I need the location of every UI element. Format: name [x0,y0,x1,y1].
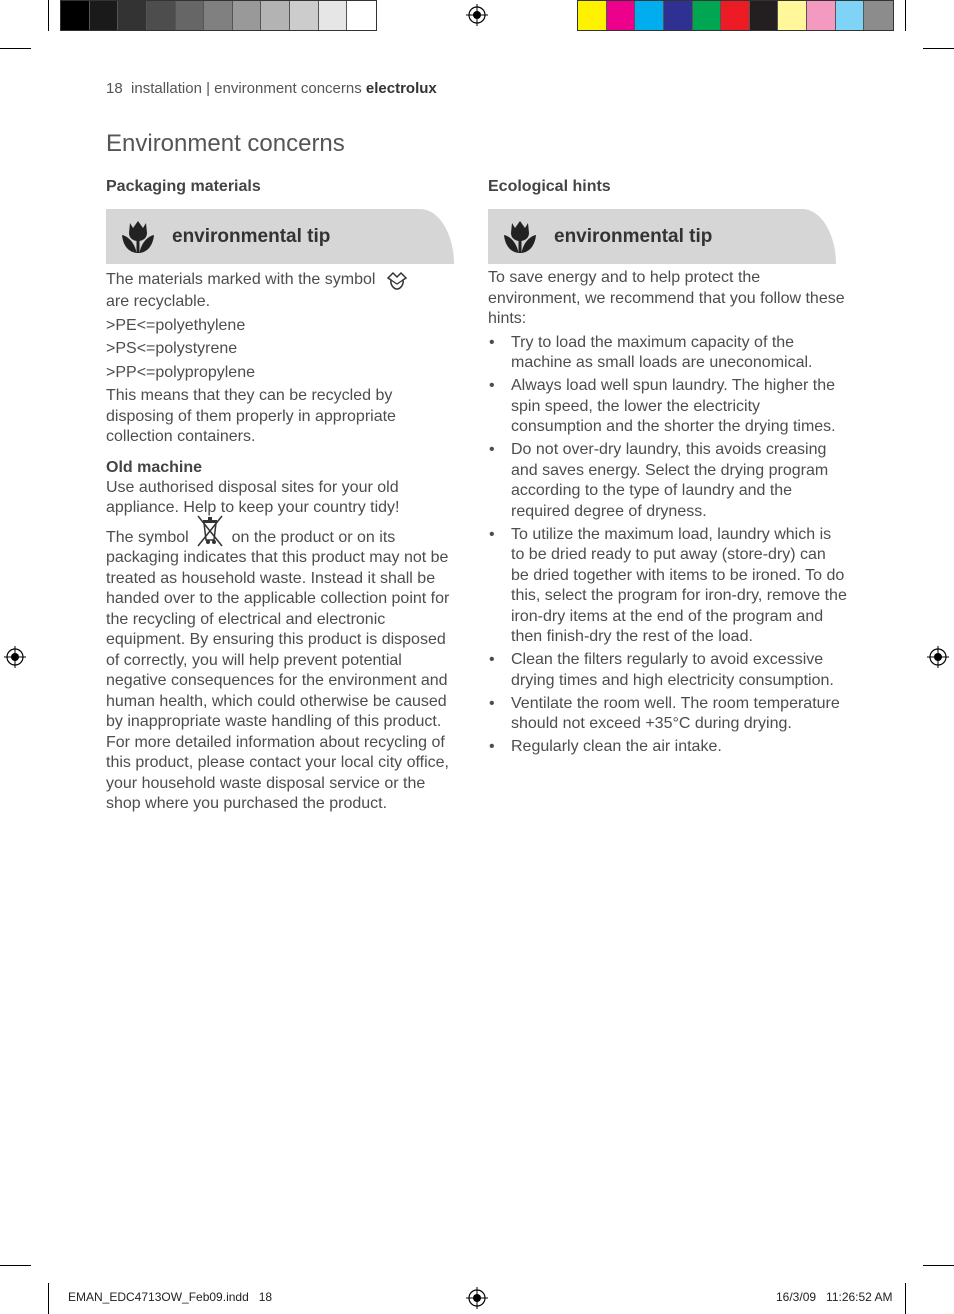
hint-item: • Clean the filters regularly to avoid excessive drying times and high electricity consumption. [488,650,848,691]
footer-file-name: EMAN_EDC4713OW_Feb09.indd 18 [68,1290,273,1304]
hint-item: • Regularly clean the air intake. [488,737,848,758]
crop-mark [0,1265,31,1266]
header-section: installation | environment concerns [131,80,362,97]
tulip-icon [500,217,540,257]
section-title-packaging: Packaging materials [106,178,261,195]
tulip-icon [118,217,158,257]
running-header [106,80,437,97]
environmental-tip-banner [488,209,836,264]
color-swatch [864,1,893,30]
footer-date: 16/3/09 11:26:52 AM [776,1290,893,1304]
crop-mark [923,48,954,49]
color-swatch [147,1,176,30]
color-swatch [261,1,290,30]
material-item: >PP<=polypropylene [106,363,255,381]
hints-intro: To save energy and to help protect the environment, we recommend that you follow these hints: [488,269,845,327]
color-swatch [290,1,319,30]
color-swatch [204,1,233,30]
weee-text-end: on the product or on its packaging indicates that this product may not be treated as household waste. Instead it shall be handed over to the applicable collection point for the recycling of electrical and electronic equipment. By ensuring this product is disposed of correctly, you will help prevent potential negative consequences for the environment and human health, which could otherwise be caused by inappropriate waste handling of this product. For more detailed information about recycling of this product, please contact your local city office, your household waste disposal service or the shop where you purchased the product. [106,528,450,813]
left-column [106,178,456,818]
color-swatch [233,1,262,30]
color-swatch [807,1,836,30]
material-item: >PS<=polystyrene [106,340,238,357]
crop-mark [905,0,906,31]
page-title: Environment concerns [106,130,345,157]
material-item: >PE<=polyethylene [106,316,246,334]
page-number: 18 [106,80,123,97]
color-swatch [607,1,636,30]
registration-mark-icon [4,646,26,668]
old-machine-title: Old machine [106,458,203,476]
recycle-text-end: are recyclable. [106,293,211,310]
color-swatch [118,1,147,30]
environmental-tip-banner [106,209,454,264]
registration-mark-icon [927,646,949,668]
color-swatch [319,1,348,30]
crop-mark [905,1283,906,1314]
hint-item: • To utilize the maximum load, laundry which is to be dried ready to put away (store-dry) can be dried together with items to be ironed. To do this, select the program for iron-dry, remove the iron-dry items at the end of the program and then finish-dry the rest of the load. [488,525,848,648]
right-column [488,178,848,760]
recycle-text-start: The materials marked with the symbol [106,271,376,289]
color-swatch [347,1,376,30]
color-swatch [750,1,779,30]
color-swatch [176,1,205,30]
recycle-text [106,268,456,313]
hint-item: • Always load well spun laundry. The higher the spin speed, the lower the electricity consumption and the shorter the drying times. [488,376,848,438]
weee-text [106,528,456,815]
recycle-symbol-icon [384,268,410,292]
crossed-bin-icon [193,514,227,548]
color-swatch [90,1,119,30]
color-swatch [693,1,722,30]
color-swatch [836,1,865,30]
hint-item: • Ventilate the room well. The room temperature should not exceed +35°C during drying. [488,694,848,735]
color-swatch [61,1,90,30]
hint-item: • Do not over-dry laundry, this avoids creasing and saves energy. Select the drying program according to the type of laundry and the required degree of dryness. [488,440,848,522]
brand-name: electrolux [365,80,437,97]
color-swatch [578,1,607,30]
color-swatch [778,1,807,30]
crop-mark [0,48,31,49]
recycle-note: This means that they can be recycled by disposing of them properly in appropriate collection containers. [106,387,396,445]
weee-text-start: The symbol [106,528,189,546]
hint-item: • Try to load the maximum capacity of the machine as small loads are uneconomical. [488,333,848,374]
crop-mark [923,1265,954,1266]
color-swatch [721,1,750,30]
gray-swatch-bar [60,0,377,31]
tip-label: environmental tip [172,225,331,247]
color-swatch-bar [577,0,894,31]
color-swatch [664,1,693,30]
old-machine-text: Use authorised disposal sites for your old appliance. Help to keep your country tidy! [106,478,400,516]
tip-label: environmental tip [554,225,713,247]
registration-mark-icon [466,1287,488,1309]
registration-mark-icon [466,4,488,26]
color-swatch [635,1,664,30]
section-title-ecological: Ecological hints [488,178,611,195]
hints-list [488,333,848,758]
crop-mark [48,0,49,31]
crop-mark [48,1283,49,1314]
